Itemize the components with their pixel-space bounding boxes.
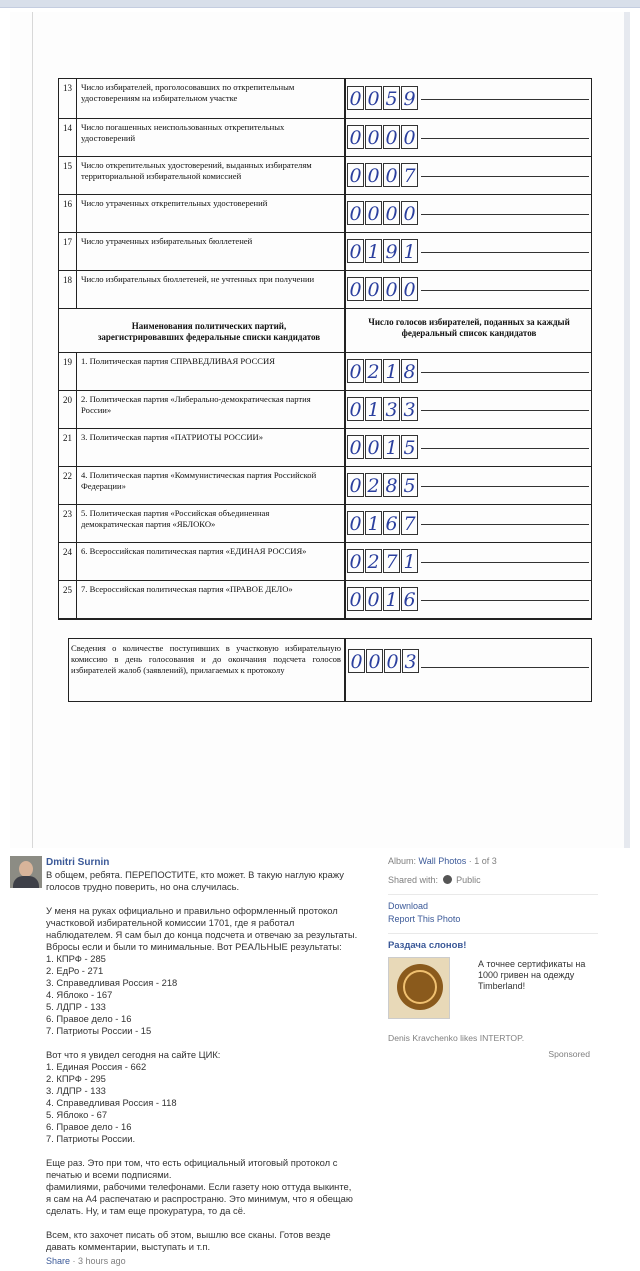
sponsored-label: Sponsored xyxy=(548,1049,590,1059)
handwritten-digit: 0 xyxy=(365,587,382,611)
post-line: я сам на А4 распечатаю и распространю. Это минимум, что я обещаю xyxy=(46,1193,353,1204)
complaints-label: Сведения о количестве поступивших в участковую избирательную комиссию в день голосования и до окончания подсчета голосов избирателей жалоб (заявлений), прилагаемых к протоколу xyxy=(71,643,341,675)
ad-likes: Denis Kravchenko likes INTERTOP. xyxy=(388,1033,525,1043)
handwritten-digit: 0 xyxy=(347,125,364,149)
protocol-row xyxy=(58,78,592,118)
ad-title[interactable]: Раздача слонов! xyxy=(388,940,467,951)
handwritten-digit: 0 xyxy=(347,587,364,611)
protocol-row xyxy=(58,428,592,466)
column-divider xyxy=(344,581,346,618)
header-parties: Наименования политических партий, зарегистрировавших федеральные списки кандидатов xyxy=(97,321,321,342)
handwritten-digits xyxy=(347,163,419,187)
post-line: давать комментарии, выступать и т.п. xyxy=(46,1241,211,1252)
handwritten-digit: 0 xyxy=(365,201,382,225)
post-paragraph xyxy=(46,1229,382,1253)
text-line xyxy=(421,600,589,601)
text-line xyxy=(421,486,589,487)
avatar-shoulders xyxy=(13,876,39,888)
post-line: участковой избирательной комиссии 1701, где я работал xyxy=(46,917,295,928)
table-header xyxy=(58,308,592,352)
handwritten-digit: 1 xyxy=(383,587,400,611)
handwritten-digit: 0 xyxy=(365,435,382,459)
column-divider xyxy=(344,79,346,118)
post-meta xyxy=(46,1256,126,1266)
row-number: 15 xyxy=(59,157,77,194)
handwritten-digits xyxy=(347,277,419,301)
protocol-row xyxy=(58,504,592,542)
handwritten-digit: 0 xyxy=(383,125,400,149)
handwritten-digit: 8 xyxy=(401,359,418,383)
post-line: 3. Справедливая Россия - 218 xyxy=(46,977,178,988)
row-label: Число избирательных бюллетеней, не учтенных при получении xyxy=(81,274,315,284)
row-number: 22 xyxy=(59,467,77,504)
post-line: 2. ЕдРо - 271 xyxy=(46,965,104,976)
handwritten-digits xyxy=(347,549,419,573)
post-line: Вот что я увидел сегодня на сайте ЦИК: xyxy=(46,1049,221,1060)
column-divider xyxy=(344,271,346,308)
album-count: · 1 of 3 xyxy=(468,856,497,866)
text-line xyxy=(421,252,589,253)
handwritten-digit: 1 xyxy=(365,511,382,535)
ad-text[interactable]: А точнее сертификаты на 1000 гривен на одежду Timberland! xyxy=(478,959,586,991)
post-line: Вбросы если и были то минимальные. Вот РЕАЛЬНЫЕ результаты: xyxy=(46,941,342,952)
column-divider xyxy=(344,391,346,428)
handwritten-digits xyxy=(347,435,419,459)
post-line: У меня на руках официально и правильно оформленный протокол xyxy=(46,905,338,916)
protocol-row xyxy=(58,466,592,504)
post-paragraph xyxy=(46,869,382,893)
handwritten-digit: 0 xyxy=(401,201,418,225)
report-item xyxy=(388,914,598,925)
post-line: В общем, ребята. ПЕРЕПОСТИТЕ, кто может. В такую наглую кражу xyxy=(46,869,344,880)
column-divider xyxy=(344,233,346,270)
row-number: 18 xyxy=(59,271,77,308)
handwritten-digit: 5 xyxy=(383,86,400,110)
row-number: 17 xyxy=(59,233,77,270)
album-info xyxy=(388,856,598,867)
handwritten-digit: 1 xyxy=(401,549,418,573)
handwritten-digits xyxy=(347,201,419,225)
handwritten-digit: 0 xyxy=(347,86,364,110)
post-line: 4. Яблоко - 167 xyxy=(46,989,113,1000)
handwritten-digit: 0 xyxy=(365,125,382,149)
shared-with-label: Shared with: xyxy=(388,875,439,885)
handwritten-digit: 0 xyxy=(347,397,364,421)
handwritten-digit: 0 xyxy=(383,277,400,301)
post-line: фамилиями, рабочими телефонами. Если газету ною оттуда выкинте, xyxy=(46,1181,352,1192)
handwritten-digit: 0 xyxy=(401,125,418,149)
handwritten-digit: 2 xyxy=(365,359,382,383)
handwritten-digit: 0 xyxy=(347,549,364,573)
privacy-label[interactable]: Public xyxy=(456,875,481,885)
protocol-row xyxy=(58,580,592,618)
column-divider xyxy=(344,467,346,504)
download-item xyxy=(388,901,598,912)
handwritten-digit: 0 xyxy=(347,435,364,459)
text-line xyxy=(421,448,589,449)
album-link[interactable]: Wall Photos xyxy=(418,856,467,866)
row-label: Число избирателей, проголосовавших по открепительным удостоверениям на избирательном участке xyxy=(81,82,295,103)
handwritten-digits xyxy=(347,239,419,263)
text-line xyxy=(421,372,589,373)
row-label: 1. Политическая партия СПРАВЕДЛИВАЯ РОССИЯ xyxy=(81,356,275,366)
post-line: Всем, кто захочет писать об этом, вышлю все сканы. Готов везде xyxy=(46,1229,331,1240)
handwritten-digits xyxy=(347,86,419,110)
post-line: 1. Единая Россия - 662 xyxy=(46,1061,147,1072)
handwritten-digit: 1 xyxy=(383,359,400,383)
handwritten-digit: 6 xyxy=(401,587,418,611)
row-label: 5. Политическая партия «Российская объединенная демократическая партия «ЯБЛОКО» xyxy=(81,508,270,529)
post-body xyxy=(46,869,382,1265)
post-line: голосов трудно поверить, но она случилась. xyxy=(46,881,240,892)
post-line: 1. КПРФ - 285 xyxy=(46,953,106,964)
handwritten-digit: 0 xyxy=(347,239,364,263)
protocol-row xyxy=(58,232,592,270)
ad-block[interactable] xyxy=(388,955,598,1027)
row-label: 2. Политическая партия «Либерально-демократическая партия России» xyxy=(81,394,311,415)
table-bottom-border xyxy=(58,618,592,620)
handwritten-digit: 0 xyxy=(384,649,401,673)
column-divider xyxy=(344,157,346,194)
text-line xyxy=(421,667,589,668)
scan-edge xyxy=(32,12,33,848)
handwritten-digit: 0 xyxy=(347,359,364,383)
handwritten-digit: 1 xyxy=(365,239,382,263)
timberland-logo-image[interactable] xyxy=(388,957,450,1019)
post-line: 3. ЛДПР - 133 xyxy=(46,1085,106,1096)
protocol-row xyxy=(58,542,592,580)
column-divider xyxy=(344,119,346,156)
handwritten-digit: 2 xyxy=(365,549,382,573)
handwritten-digit: 1 xyxy=(383,435,400,459)
shared-with xyxy=(388,875,598,886)
post-line: 6. Правое дело - 16 xyxy=(46,1013,132,1024)
post-author[interactable]: Dmitri Surnin xyxy=(46,857,110,868)
row-number: 24 xyxy=(59,543,77,580)
text-line xyxy=(421,410,589,411)
avatar-head xyxy=(19,861,33,877)
column-divider xyxy=(344,543,346,580)
protocol-row xyxy=(58,156,592,194)
text-line xyxy=(421,176,589,177)
protocol-photo[interactable] xyxy=(10,12,630,848)
row-label: 6. Всероссийская политическая партия «ЕДИНАЯ РОССИЯ» xyxy=(81,546,307,556)
text-line xyxy=(421,138,589,139)
row-label: 4. Политическая партия «Коммунистическая партия Российской Федерации» xyxy=(81,470,317,491)
column-divider xyxy=(344,353,346,390)
meta-dot: · xyxy=(72,1256,79,1266)
header-votes: Число голосов избирателей, поданных за каждый федеральный список кандидатов xyxy=(368,317,570,338)
text-line xyxy=(421,562,589,563)
post-paragraph xyxy=(46,905,382,1037)
handwritten-digit: 9 xyxy=(401,86,418,110)
handwritten-digit: 0 xyxy=(347,473,364,497)
handwritten-digit: 7 xyxy=(401,163,418,187)
handwritten-digit: 0 xyxy=(383,201,400,225)
row-label: 3. Политическая партия «ПАТРИОТЫ РОССИИ» xyxy=(81,432,264,442)
row-label: Число открепительных удостоверений, выданных избирателям территориальной избирательной комиссией xyxy=(81,160,312,181)
handwritten-digits xyxy=(347,359,419,383)
handwritten-digit: 3 xyxy=(383,397,400,421)
row-number: 13 xyxy=(59,79,77,118)
column-divider xyxy=(344,505,346,542)
text-line xyxy=(421,214,589,215)
handwritten-digit: 0 xyxy=(347,163,364,187)
share-link[interactable]: Share xyxy=(46,1256,71,1266)
handwritten-digits xyxy=(347,473,419,497)
handwritten-digit: 8 xyxy=(383,473,400,497)
handwritten-digit: 0 xyxy=(401,277,418,301)
row-number: 16 xyxy=(59,195,77,232)
row-label: 7. Всероссийская политическая партия «ПРАВОЕ ДЕЛО» xyxy=(81,584,293,594)
protocol-row xyxy=(58,270,592,308)
handwritten-digit: 2 xyxy=(365,473,382,497)
handwritten-digit: 7 xyxy=(401,511,418,535)
post-line: наблюдателем. Я сам был до конца подсчета и отвечаю за результаты. xyxy=(46,929,358,940)
post-line: 4. Справедливая Россия - 118 xyxy=(46,1097,177,1108)
complaints-box xyxy=(68,638,592,702)
row-number: 23 xyxy=(59,505,77,542)
handwritten-digit: 0 xyxy=(348,649,365,673)
row-number: 20 xyxy=(59,391,77,428)
text-line xyxy=(421,290,589,291)
globe-icon xyxy=(443,875,452,884)
album-prefix: Album: xyxy=(388,856,417,866)
post-line: 7. Патриоты России. xyxy=(46,1133,136,1144)
row-number: 19 xyxy=(59,353,77,390)
handwritten-digit: 0 xyxy=(347,201,364,225)
handwritten-digit: 3 xyxy=(401,397,418,421)
photo-post xyxy=(0,850,640,1271)
protocol-form xyxy=(58,78,586,706)
handwritten-digit: 0 xyxy=(347,511,364,535)
row-label: Число утраченных избирательных бюллетеней xyxy=(81,236,253,246)
column-divider xyxy=(344,195,346,232)
handwritten-digit: 5 xyxy=(401,435,418,459)
handwritten-digits xyxy=(347,511,419,535)
post-paragraph xyxy=(46,1157,382,1217)
protocol-row xyxy=(58,194,592,232)
handwritten-digits xyxy=(347,397,419,421)
post-line: сделать. Ну, и там еще прокуратура, то да сё. xyxy=(46,1205,246,1216)
post-line: печатью и всеми подписями. xyxy=(46,1169,172,1180)
handwritten-digit: 0 xyxy=(365,163,382,187)
protocol-row xyxy=(58,118,592,156)
handwritten-digit: 0 xyxy=(366,649,383,673)
photo-sidebar xyxy=(388,856,598,1059)
post-line: 6. Правое дело - 16 xyxy=(46,1121,132,1132)
handwritten-digits xyxy=(348,649,420,673)
row-number: 25 xyxy=(59,581,77,618)
post-line: 7. Патриоты России - 15 xyxy=(46,1025,152,1036)
top-bar xyxy=(0,0,640,8)
handwritten-digit: 5 xyxy=(401,473,418,497)
divider xyxy=(388,933,598,934)
handwritten-digit: 9 xyxy=(383,239,400,263)
avatar[interactable] xyxy=(10,856,42,888)
protocol-row xyxy=(58,352,592,390)
protocol-row xyxy=(58,390,592,428)
post-paragraph xyxy=(46,1049,382,1145)
handwritten-digit: 0 xyxy=(365,86,382,110)
post-line: 5. Яблоко - 67 xyxy=(46,1109,108,1120)
row-label: Число утраченных открепительных удостоверений xyxy=(81,198,268,208)
divider xyxy=(388,894,598,895)
handwritten-digit: 1 xyxy=(401,239,418,263)
handwritten-digit: 3 xyxy=(402,649,419,673)
column-divider xyxy=(344,429,346,466)
handwritten-digits xyxy=(347,125,419,149)
post-line: 2. КПРФ - 295 xyxy=(46,1073,106,1084)
column-divider xyxy=(344,639,346,701)
handwritten-digit: 6 xyxy=(383,511,400,535)
tree-icon xyxy=(403,970,437,1004)
row-label: Число погашенных неиспользованных открепительных удостоверений xyxy=(81,122,285,143)
text-line xyxy=(421,99,589,100)
post-line: Еще раз. Это при том, что есть официальный итоговый протокол с xyxy=(46,1157,338,1168)
handwritten-digits xyxy=(347,587,419,611)
handwritten-digit: 0 xyxy=(365,277,382,301)
row-number: 21 xyxy=(59,429,77,466)
text-line xyxy=(421,524,589,525)
download-link[interactable]: Download xyxy=(388,901,429,911)
handwritten-digit: 1 xyxy=(365,397,382,421)
handwritten-digit: 0 xyxy=(383,163,400,187)
row-number: 14 xyxy=(59,119,77,156)
post-line: 5. ЛДПР - 133 xyxy=(46,1001,106,1012)
post-time[interactable]: 3 hours ago xyxy=(78,1256,126,1266)
column-divider xyxy=(344,309,346,352)
handwritten-digit: 0 xyxy=(347,277,364,301)
handwritten-digit: 7 xyxy=(383,549,400,573)
report-photo-link[interactable]: Report This Photo xyxy=(388,914,461,924)
